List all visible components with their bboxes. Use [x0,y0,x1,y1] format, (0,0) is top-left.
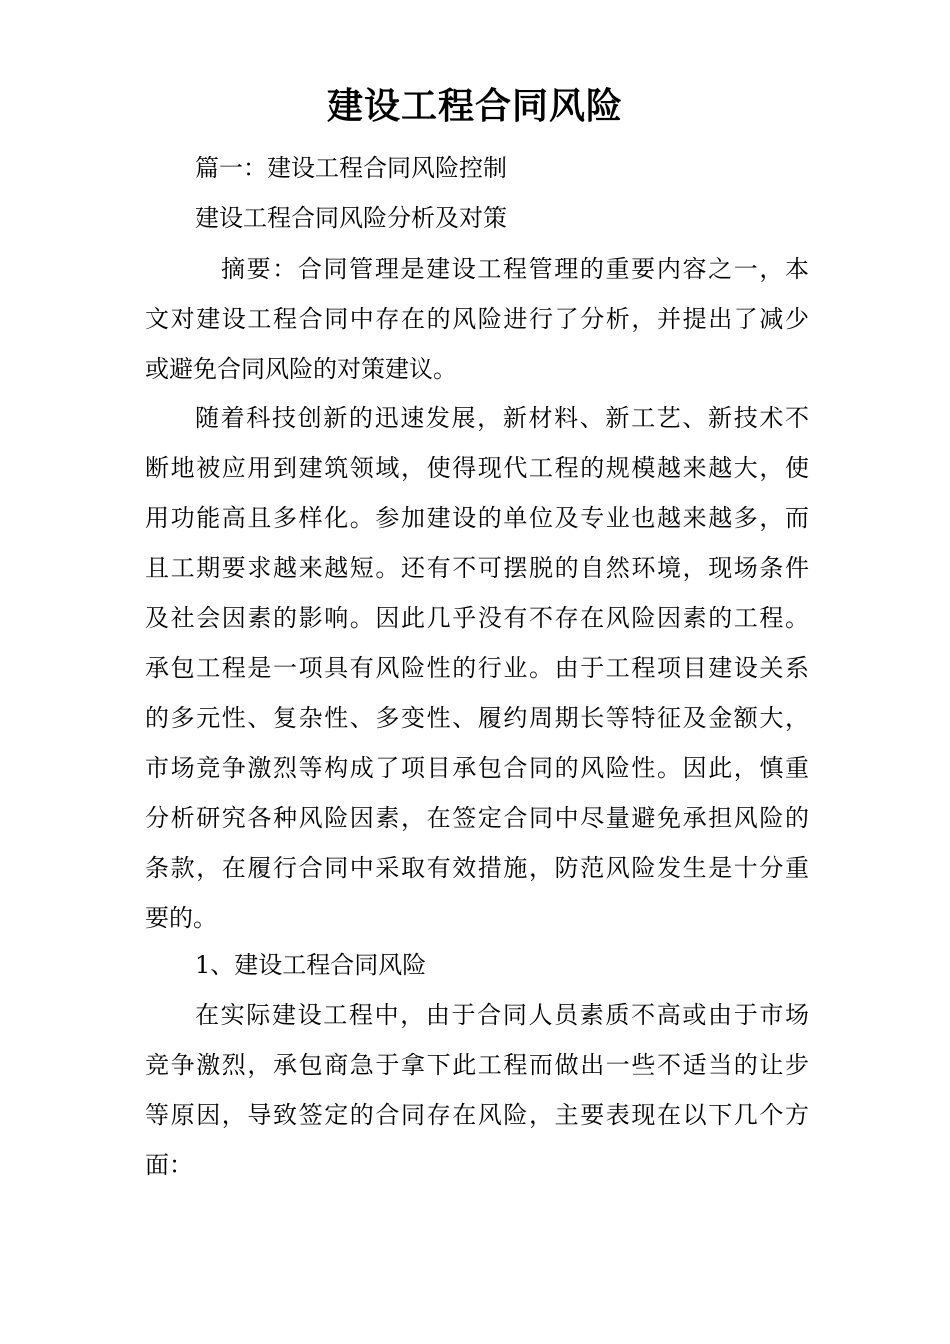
paragraph-line: 及社会因素的影响。因此几乎没有不存在风险因素的工程。 [145,604,809,632]
paragraph-line: 用功能高且多样化。参加建设的单位及专业也越来越多，而 [145,504,809,532]
paragraph-line: 随着科技创新的迅速发展，新材料、新工艺、新技术不 [195,404,809,432]
abstract-line: 摘要：合同管理是建设工程管理的重要内容之一，本 [221,255,809,283]
body-paragraph-2 [145,990,809,1190]
paragraph-line: 面： [145,1151,193,1179]
subtitle-1: 篇一：建设工程合同风险控制 [195,154,507,182]
abstract-line: 或避免合同风险的对策建议。 [145,355,457,383]
paragraph-line: 在实际建设工程中，由于合同人员素质不高或由于市场 [195,1001,809,1029]
paragraph-line: 竞争激烈，承包商急于拿下此工程而做出一些不适当的让步 [145,1051,809,1079]
abstract-line: 文对建设工程合同中存在的风险进行了分析，并提出了减少 [145,305,809,333]
subtitle-2: 建设工程合同风险分析及对策 [195,204,507,232]
paragraph-line: 断地被应用到建筑领域，使得现代工程的规模越来越大，使 [145,454,809,482]
abstract-paragraph [145,244,809,394]
paragraph-line: 的多元性、复杂性、多变性、履约周期长等特征及金额大， [145,704,809,732]
paragraph-line: 市场竞争激烈等构成了项目承包合同的风险性。因此，慎重 [145,754,809,782]
paragraph-line: 条款，在履行合同中采取有效措施，防范风险发生是十分重 [145,854,809,882]
paragraph-line: 且工期要求越来越短。还有不可摆脱的自然环境，现场条件 [145,554,809,582]
paragraph-line: 等原因，导致签定的合同存在风险，主要表现在以下几个方 [145,1101,809,1129]
document-title: 建设工程合同风险 [326,85,623,127]
paragraph-line: 要的。 [145,904,217,932]
body-paragraph-1 [145,393,809,943]
paragraph-line: 分析研究各种风险因素，在签定合同中尽量避免承担风险的 [145,804,809,832]
section-1-heading: 1、建设工程合同风险 [195,951,427,979]
paragraph-line: 承包工程是一项具有风险性的行业。由于工程项目建设关系 [145,654,809,682]
